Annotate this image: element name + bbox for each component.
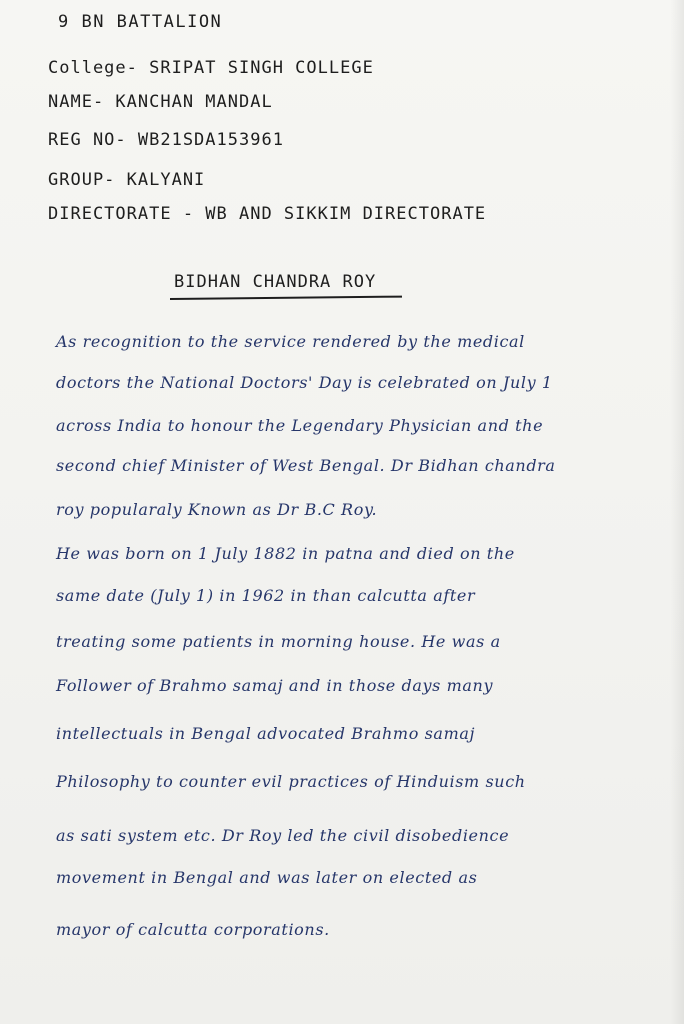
reg-no-line: REG NO- WB21SDA153961 [48,130,284,150]
body-line: doctors the National Doctors' Day is celebrated on July 1 [56,373,553,392]
title-underline [170,296,402,300]
body-line: second chief Minister of West Bengal. Dr Bidhan chandra [56,456,556,475]
body-line: as sati system etc. Dr Roy led the civil disobedience [56,826,510,845]
body-line: movement in Bengal and was later on elected as [56,868,478,887]
group-line: GROUP- KALYANI [48,170,206,190]
body-line: As recognition to the service rendered by the medical [56,332,525,351]
body-line: same date (July 1) in 1962 in than calcutta after [56,586,476,605]
body-line: Follower of Brahmo samaj and in those days many [56,676,494,695]
body-line: He was born on 1 July 1882 in patna and died on the [56,544,515,563]
battalion-line: 9 BN BATTALION [58,12,223,32]
name-line: NAME- KANCHAN MANDAL [48,92,273,112]
directorate-line: DIRECTORATE - WB AND SIKKIM DIRECTORATE [48,204,487,224]
body-line: mayor of calcutta corporations. [56,920,330,939]
body-line: intellectuals in Bengal advocated Brahmo samaj [56,724,476,743]
body-line: treating some patients in morning house. He was a [56,632,501,651]
essay-title: BIDHAN CHANDRA ROY [174,272,377,292]
body-line: Philosophy to counter evil practices of Hinduism such [56,772,526,791]
body-line: roy popularaly Known as Dr B.C Roy. [56,500,378,519]
college-line: College- SRIPAT SINGH COLLEGE [48,58,374,78]
body-line: across India to honour the Legendary Physician and the [56,416,544,435]
